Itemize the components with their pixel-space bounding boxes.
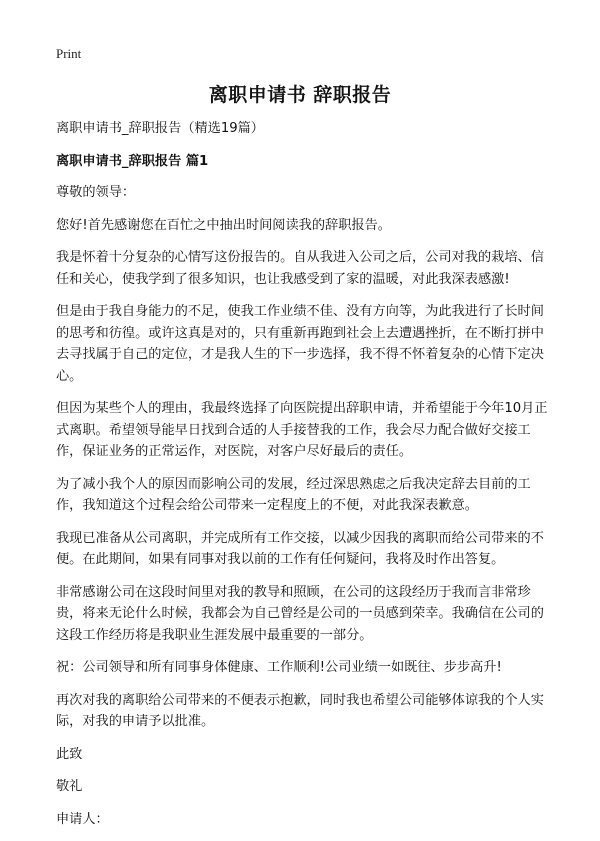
body-paragraph: 但因为某些个人的理由，我最终选择了向医院提出辞职申请，并希望能于今年10月正式离职。希望领导能早日找到合适的人手接替我的工作，我会尽力配合做好交接工作，保证业务的正常运作，对医院，对客户尽好最后的责任。 bbox=[56, 401, 548, 459]
applicant-line: 申请人： bbox=[56, 811, 109, 827]
document-body bbox=[56, 118, 548, 841]
document-title: 离职申请书 辞职报告 bbox=[208, 84, 392, 106]
body-paragraph: 但是由于我自身能力的不足，使我工作业绩不佳、没有方向等，为此我进行了长时间的思考和彷徨。或许这真是对的，只有重新再跑到社会上去遭遇挫折，在不断打拼中去寻找属于自己的定位，才是我人生的下一步选择，我不得不怀着复杂的心情下定决心。 bbox=[56, 304, 544, 384]
body-paragraph: 我是怀着十分复杂的心情写这份报告的。自从我进入公司之后，公司对我的栽培、信任和关心，使我学到了很多知识，也让我感受到了家的温暖，对此我深表感激! bbox=[56, 250, 544, 287]
print-link[interactable]: Print bbox=[56, 46, 82, 61]
body-paragraph: 您好!首先感谢您在百忙之中抽出时间阅读我的辞职报告。 bbox=[56, 217, 391, 233]
closing-line: 敬礼 bbox=[56, 779, 83, 794]
salutation: 尊敬的领导： bbox=[56, 185, 136, 200]
blessing-paragraph: 祝：公司领导和所有同事身体健康、工作顺利!公司业绩一如既往、步步高升! bbox=[56, 660, 502, 675]
section-heading: 离职申请书_辞职报告 篇1 bbox=[56, 153, 209, 169]
body-paragraph: 非常感谢公司在这段时间里对我的教导和照顾，在公司的这段经历于我而言非常珍贵，将来无论什么时候，我都会为自己曾经是公司的一员感到荣幸。我确信在公司的这段工作经历将是我职业生涯发展中最重要的一部分。 bbox=[56, 584, 544, 643]
document-subtitle: 离职申请书_辞职报告（精选19篇） bbox=[56, 121, 264, 136]
body-paragraph: 我现已准备从公司离职，并完成所有工作交接，以减少因我的离职而给公司带来的不便。在此期间，如果有同事对我以前的工作有任何疑问，我将及时作出答复。 bbox=[56, 530, 544, 567]
closing-line: 此致 bbox=[56, 746, 83, 762]
body-paragraph: 再次对我的离职给公司带来的不便表示抱歉，同时我也希望公司能够体谅我的个人实际，对我的申请予以批准。 bbox=[56, 692, 544, 729]
body-paragraph: 为了减小我个人的原因而影响公司的发展，经过深思熟虑之后我决定辞去目前的工作，我知道这个过程会给公司带来一定程度上的不便，对此我深表歉意。 bbox=[56, 476, 531, 513]
